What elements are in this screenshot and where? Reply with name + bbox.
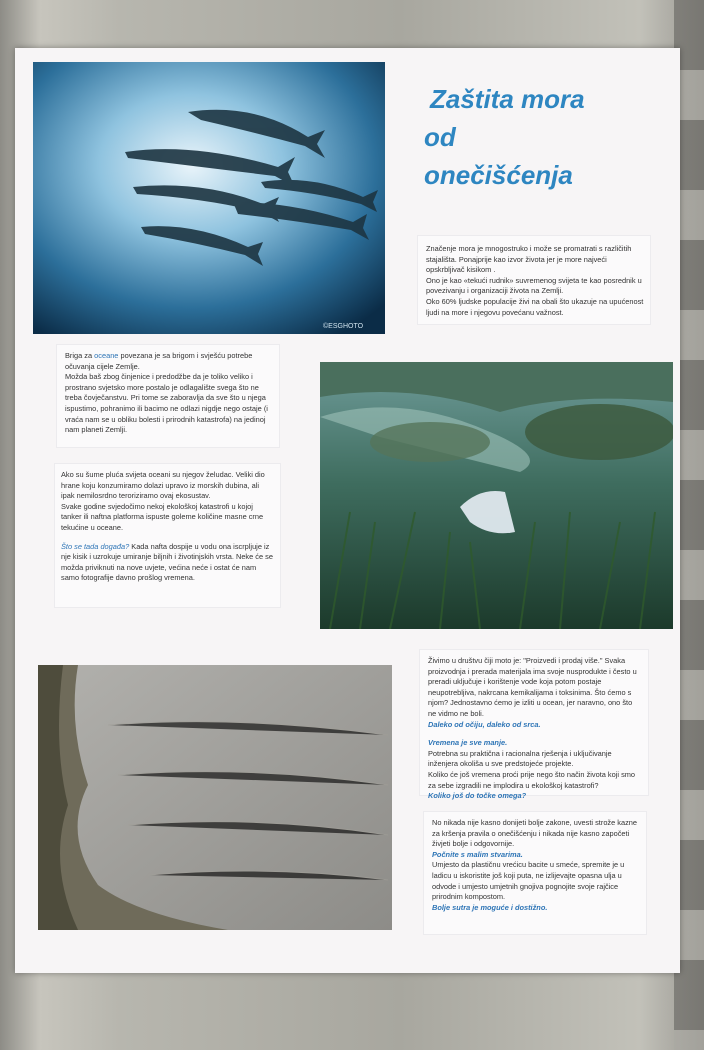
photo-watermark: ©ESGHOTO — [323, 323, 364, 330]
society-p2: Potrebna su praktična i racionalna rješenja i uključivanje inženjera okoliša u sve predstojeće projekte. — [428, 748, 612, 769]
intro-p1: Značenje mora je mnogostruko i može se promatrati s različitih stajališta. Ponajprije kao izvor života jer je more najveći opskrbljivač kisikom . — [426, 244, 632, 275]
title-line-2: od — [424, 122, 456, 152]
intro-p3: Oko 60% ljudske populacije živi na obali što ukazuje na upućenost ljudi na more i njegovu povećanu važnost. — [426, 296, 644, 317]
oceans-question: Što se tada događa? — [61, 541, 130, 551]
oceans-p2: Svake godine svjedočimo nekoj ekološkoj katastrofi u kojoj tanker ili naftna platforma ispuste goleme količine masne crne tekućine u oceane. — [61, 501, 264, 532]
action-slogan-1: Počnite s malim stvarima. — [432, 849, 523, 859]
title-line-1: Zaštita mora — [430, 84, 585, 114]
shoreline-photo — [38, 665, 392, 930]
action-slogan-2: Bolje sutra je moguće i dostižno. — [432, 902, 548, 912]
care-body: Možda baš zbog činjenice i predodžbe da je toliko veliko i prostrano svjetsko more postalo je odlagalište svega što ne treba čovječanstvu. Pri tome se zaboravlja da sve što u njega ispustimo, pohranimo ili bacimo ne odlazi nigdje nego ostaje (i vraća nam se u obliku bolesti i prirodnih katastrofa) na jedinoj nam planeti Zemlji. — [65, 372, 268, 435]
page-title — [424, 80, 670, 194]
action-p2: Umjesto da plastičnu vrećicu bacite u smeće, spremite je u ladicu u iskoristite još koji puta, ne izlijevajte opasna ulja u odvode i umjesto umjetnih gnojiva pognojite svoje rajčice prirodnim kompostom. — [432, 860, 625, 902]
text-box-society — [420, 650, 648, 801]
society-slogan-2: Vremena je sve manje. — [428, 738, 508, 748]
text-box-oceans — [55, 464, 280, 607]
society-slogan-3: Koliko još do točke omega? — [428, 791, 527, 801]
text-box-intro — [418, 236, 650, 324]
text-box-action — [424, 812, 646, 934]
action-p1: No nikada nije kasno donijeti bolje zakone, uvesti strože kazne za kršenja pravila o onečišćenju i nikada nije kasno započeti živjeti bolje i odgovornije. — [432, 818, 638, 849]
dolphins-photo — [33, 62, 385, 334]
oceans-p1: Ako su šume pluća svijeta oceani su njegov želudac. Veliki dio hrane koju konzumiramo dolazi upravo iz morskih dubina, ali ipak nemilosrdno teroriziramo ovaj ekosustav. — [61, 470, 265, 501]
care-lead-end: povezana je sa brigom i svješću potrebe očuvanja cijele Zemlje. — [65, 351, 253, 371]
text-box-care — [57, 345, 279, 447]
care-accent: oceane — [94, 351, 119, 360]
care-lead: Briga za — [65, 351, 95, 360]
society-slogan-1: Daleko od očiju, daleko od srca. — [428, 719, 541, 729]
intro-p2: Ono je kao «tekući rudnik» suvremenog svijeta te kao posrednik u povezivanju i organizaciji života na Zemlji. — [426, 275, 642, 296]
seabed-plastic-photo — [320, 362, 673, 629]
title-line-3: onečišćenja — [424, 160, 573, 190]
society-p1: Živimo u društvu čiji moto je: "Proizvedi i prodaj više." Svaka proizvodnja i prerada materijala ima svoje nusprodukte i često u preradi uključuje i korištenje vode koja potom postaje neupotrebljiva, nakrcana kemikalijama i toksinima. Što ćemo s njom? Jednostavno ćemo je izliti u ocean, jer naravno, ono što ne vidmo ne boli. — [428, 656, 637, 718]
oceans-p3: Kada nafta dospije u vodu ona iscrpljuje iz nje kisik i uzrokuje umiranje biljnih i životinjskih vrsta. Neke će se možda priviknuti na nove uvjete, većina neće i ostat će nam samo fotografije davno prošlog vremena. — [61, 541, 273, 583]
society-p3: Koliko će još vremena proći prije nego što način života koji smo za sebe izgradili ne implodira u ekološkoj katastrofi? — [428, 769, 636, 790]
